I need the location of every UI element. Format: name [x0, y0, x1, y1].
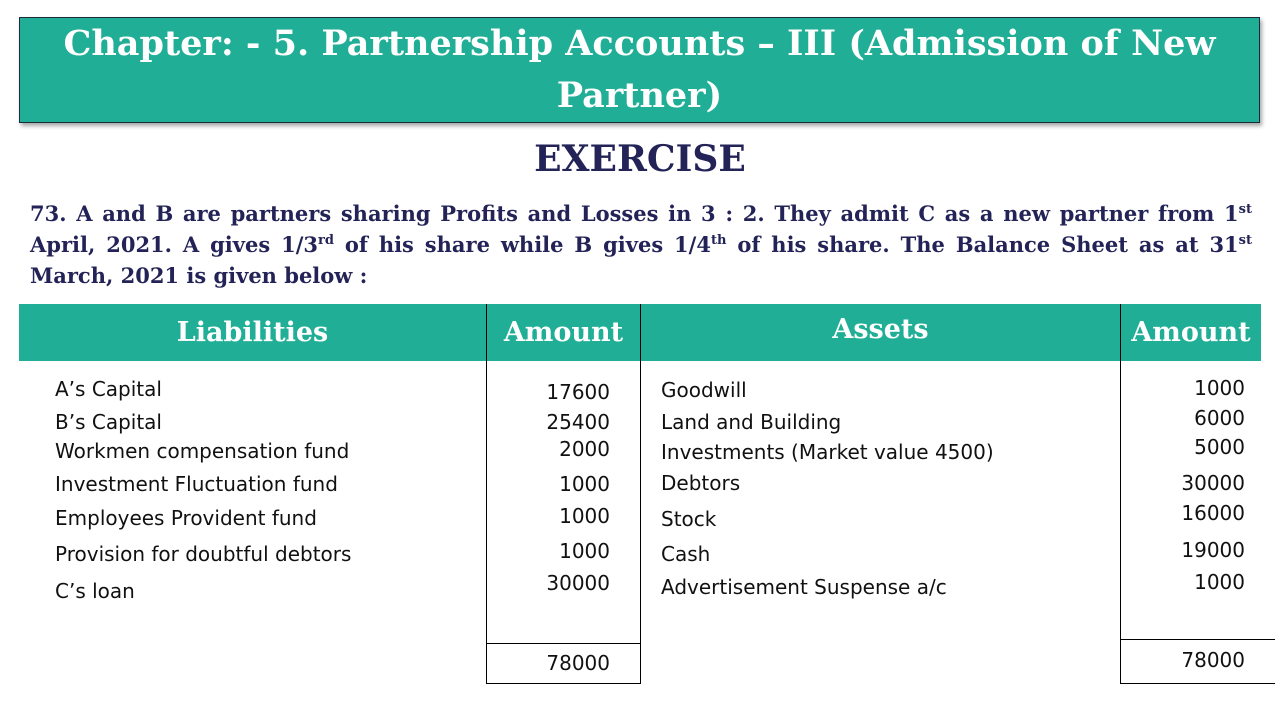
question-part: March, 2021 is given below : — [30, 263, 368, 288]
asset-amount: 1000 — [1194, 570, 1245, 594]
liability-amount: 17600 — [546, 380, 610, 404]
liability-amount: 1000 — [559, 539, 610, 563]
liability-name: Provision for doubtful debtors — [55, 542, 352, 566]
table-divider — [486, 304, 487, 684]
table-bottom-rule — [1120, 683, 1275, 684]
liability-name: Employees Provident fund — [55, 506, 317, 530]
liabilities-header: Liabilities — [19, 304, 486, 361]
asset-amount: 30000 — [1181, 471, 1245, 495]
asset-name: Advertisement Suspense a/c — [661, 575, 947, 599]
question-part: 73. A and B are partners sharing Profits and Losses in 3 : 2. They admit C as a new partner from 1 — [30, 201, 1239, 226]
total-rule-right — [1120, 639, 1275, 640]
asset-amount: 19000 — [1181, 538, 1245, 562]
asset-name: Cash — [661, 542, 711, 566]
superscript: rd — [317, 233, 334, 248]
question-part: April, 2021. A gives 1/3 — [30, 232, 318, 257]
chapter-title: Chapter: - 5. Partnership Accounts – III (Admission of New Partner) — [63, 23, 1216, 116]
liability-name: Workmen compensation fund — [55, 439, 350, 463]
asset-amount: 16000 — [1181, 501, 1245, 525]
assets-total: 78000 — [1181, 648, 1245, 672]
table-divider — [1120, 304, 1121, 684]
asset-amount: 6000 — [1194, 406, 1245, 430]
question-text — [30, 198, 1252, 291]
table-divider — [640, 304, 641, 684]
table-bottom-rule — [486, 683, 641, 684]
liability-name: B’s Capital — [55, 410, 162, 434]
asset-name: Debtors — [661, 471, 741, 495]
asset-name: Goodwill — [661, 378, 747, 402]
liability-name: C’s loan — [55, 579, 135, 603]
assets-header: Assets — [641, 304, 1120, 361]
question-part: of his share. The Balance Sheet as at 31 — [726, 232, 1239, 257]
assets-amount-header: Amount — [1121, 304, 1261, 361]
liability-amount: 2000 — [559, 437, 610, 461]
asset-name: Investments (Market value 4500) — [661, 440, 994, 464]
asset-amount: 5000 — [1194, 435, 1245, 459]
liability-name: A’s Capital — [55, 377, 162, 401]
liability-amount: 25400 — [546, 410, 610, 434]
total-rule-left — [486, 643, 641, 644]
question-part: of his share while B gives 1/4 — [333, 232, 711, 257]
liabilities-total: 78000 — [546, 651, 610, 675]
superscript: th — [710, 233, 727, 248]
superscript: st — [1238, 202, 1252, 217]
asset-amount: 1000 — [1194, 376, 1245, 400]
liability-amount: 30000 — [546, 571, 610, 595]
liability-amount: 1000 — [559, 472, 610, 496]
superscript: st — [1238, 233, 1252, 248]
exercise-heading: EXERCISE — [534, 138, 746, 180]
asset-name: Stock — [661, 507, 717, 531]
liabilities-amount-header: Amount — [487, 304, 640, 361]
asset-name: Land and Building — [661, 410, 842, 434]
liability-amount: 1000 — [559, 504, 610, 528]
chapter-banner — [19, 17, 1260, 123]
liability-name: Investment Fluctuation fund — [55, 472, 338, 496]
